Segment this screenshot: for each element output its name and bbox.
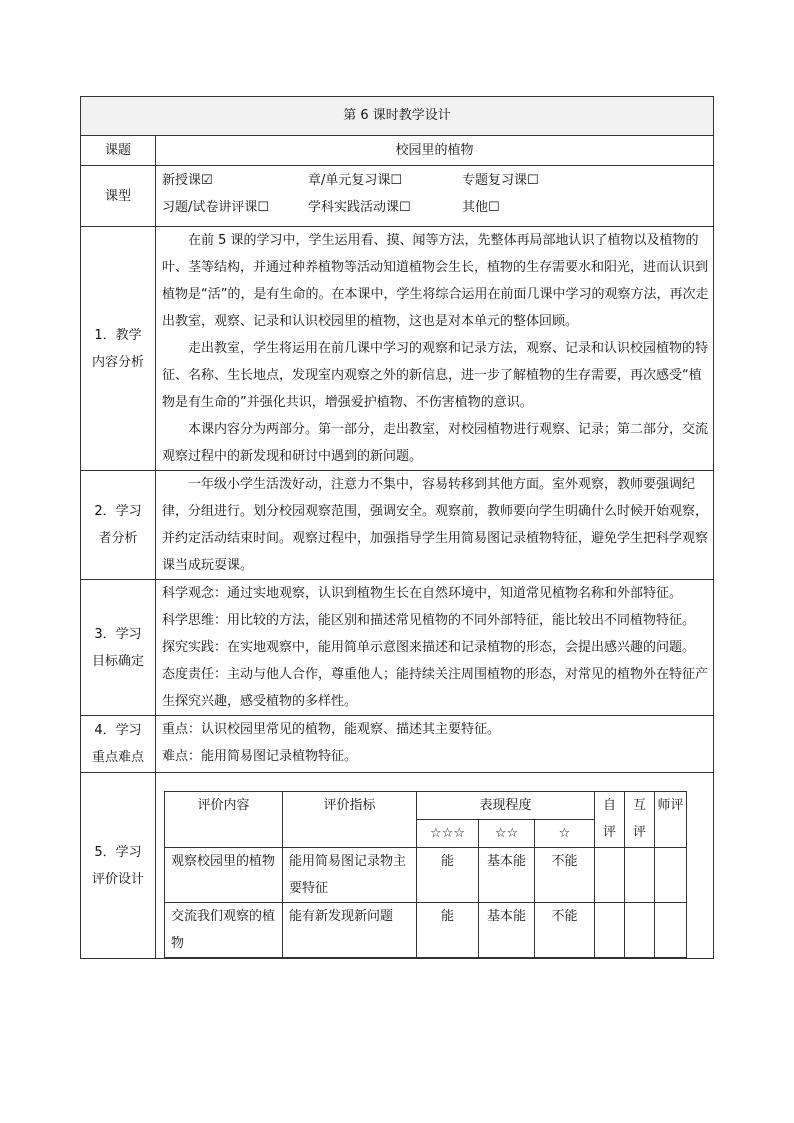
eval-row1-level2: 基本能 <box>479 848 535 903</box>
eval-row1-indicator: 能用简易图记录物主要特征 <box>283 848 417 903</box>
lesson-plan-table <box>80 96 714 959</box>
section1-para-1: 在前 5 课的学习中，学生运用看、摸、闻等方法，先整体再局部地认识了植物以及植物的叶、茎等结构，并通过种养植物等活动知道植物会生长，植物的生存需要水和阳光，进而认识到植物是“活”的，是有生命的。在本课中，学生将综合运用在前面几课中学习的观察方法，再次走出教室，观察、记录和认识校园里的植物，这也是对本单元的整体回顾。 <box>162 233 709 329</box>
key-point: 重点：认识校园里常见的植物，能观察、描述其主要特征。 <box>162 722 501 737</box>
section2-label: 2．学习 者分析 <box>81 471 156 580</box>
eval-row2-self <box>595 903 625 958</box>
option-unit-review: 章/单元复习课☐ <box>308 173 403 188</box>
eval-header-peer: 互评 <box>625 792 655 848</box>
eval-row1-peer <box>625 848 655 903</box>
eval-row2-indicator: 能有新发现新问题 <box>283 903 417 958</box>
option-exercise-review: 习题/试卷讲评课☐ <box>162 200 270 215</box>
eval-row2-teacher <box>655 903 687 958</box>
eval-row2-content: 交流我们观察的植物 <box>165 903 283 958</box>
eval-header-stars1: ☆ <box>535 820 595 848</box>
eval-header-level: 表现程度 <box>417 792 595 820</box>
option-practice-activity: 学科实践活动课☐ <box>308 200 411 215</box>
section5-content <box>156 773 714 959</box>
goal-thinking: 科学思维：用比较的方法，能区别和描述常见植物的不同外部特征，能比较出不同植物特征。 <box>162 613 696 628</box>
section1-label: 1．教学 内容分析 <box>81 227 156 471</box>
goal-attitude: 态度责任：主动与他人合作，尊重他人；能持续关注周围植物的形态，对常见的植物外在特征产生探究兴趣，感受植物的多样性。 <box>162 667 709 709</box>
eval-row2-level1: 不能 <box>535 903 595 958</box>
section3-content <box>156 580 714 716</box>
table-row <box>165 848 687 903</box>
section1-para-3: 本课内容分为两部分。第一部分，走出教室，对校园植物进行观察、记录；第二部分，交流观察过程中的新发现和研讨中遇到的新问题。 <box>162 422 709 464</box>
eval-header-indicator: 评价指标 <box>283 792 417 848</box>
topic-label: 课题 <box>81 136 156 166</box>
section5-label: 5．学习 评价设计 <box>81 773 156 959</box>
difficult-point: 难点：能用简易图记录植物特征。 <box>162 749 358 764</box>
section4-label: 4．学习 重点难点 <box>81 716 156 773</box>
section1-content <box>156 227 714 471</box>
eval-row1-level1: 不能 <box>535 848 595 903</box>
eval-row2-peer <box>625 903 655 958</box>
lesson-type-label: 课型 <box>81 166 156 227</box>
eval-header-teacher: 师评 <box>655 792 687 848</box>
lesson-plan-page <box>80 96 713 959</box>
eval-row1-content: 观察校园里的植物 <box>165 848 283 903</box>
section1-para-2: 走出教室，学生将运用在前几课中学习的观察和记录方法，观察、记录和认识校园植物的特征、名称、生长地点，发现室内观察之外的新信息，进一步了解植物的生存需要，再次感受“植物是有生命的”并强化共识，增强爱护植物、不伤害植物的意识。 <box>162 341 709 410</box>
eval-row2-level3: 能 <box>417 903 479 958</box>
section3-label: 3．学习 目标确定 <box>81 580 156 716</box>
option-topic-review: 专题复习课☐ <box>462 173 539 188</box>
section4-content <box>156 716 714 773</box>
eval-row1-self <box>595 848 625 903</box>
document-title: 第 6 课时教学设计 <box>81 97 714 136</box>
eval-header-stars3: ☆☆☆ <box>417 820 479 848</box>
eval-row1-teacher <box>655 848 687 903</box>
eval-header-stars2: ☆☆ <box>479 820 535 848</box>
lesson-type-options <box>156 166 714 227</box>
goal-concept: 科学观念：通过实地观察，认识到植物生长在自然环境中，知道常见植物名称和外部特征。 <box>162 586 683 601</box>
section2-para: 一年级小学生活泼好动，注意力不集中，容易转移到其他方面。室外观察，教师要强调纪律，分组进行。划分校园观察范围，强调安全。观察前，教师要向学生明确什么时候开始观察，并约定活动结束时间。观察过程中，加强指导学生用简易图记录植物特征，避免学生把科学观察课当成玩耍课。 <box>162 477 709 573</box>
section2-content <box>156 471 714 580</box>
table-row <box>165 903 687 958</box>
eval-header-self: 自评 <box>595 792 625 848</box>
eval-row1-level3: 能 <box>417 848 479 903</box>
topic-value: 校园里的植物 <box>156 136 714 166</box>
option-new-lesson: 新授课☑ <box>162 173 213 188</box>
option-other: 其他☐ <box>462 200 500 215</box>
eval-row2-level2: 基本能 <box>479 903 535 958</box>
goal-practice: 探究实践：在实地观察中，能用简单示意图来描述和记录植物的形态，会提出感兴趣的问题。 <box>162 640 696 655</box>
evaluation-table <box>164 791 687 958</box>
eval-header-content: 评价内容 <box>165 792 283 848</box>
